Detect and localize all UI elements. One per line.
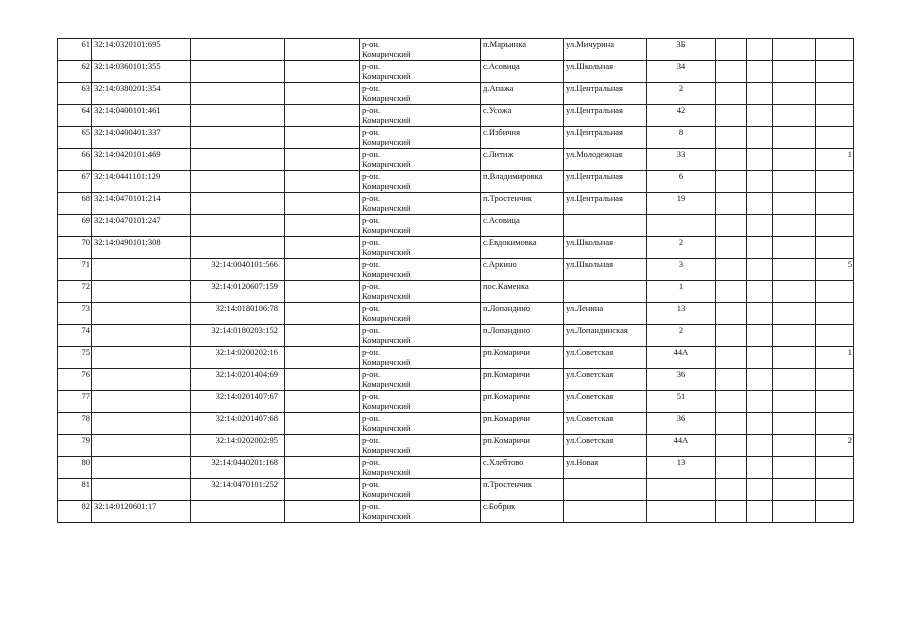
empty-cell [773, 303, 816, 325]
empty-cell [773, 325, 816, 347]
row-number-cell: 77 [58, 391, 92, 413]
house-number-cell: 6 [647, 171, 716, 193]
street-cell: ул.Молодежная [564, 149, 647, 171]
settlement-cell: п.Лопандино [481, 325, 564, 347]
house-number-cell: 3 [647, 259, 716, 281]
district-cell: р-он. Комаричский [360, 391, 481, 413]
empty-cell [285, 39, 360, 61]
settlement-cell: п.Тростенчик [481, 479, 564, 501]
table-row [58, 281, 854, 303]
cadastral-number-cell: 32:14:0470101:214 [92, 193, 191, 215]
empty-cell [773, 193, 816, 215]
house-number-cell: 33 [647, 149, 716, 171]
empty-cell [773, 215, 816, 237]
settlement-cell: пос.Каменка [481, 281, 564, 303]
settlement-cell: с.Евдокимовка [481, 237, 564, 259]
house-number-cell: 34 [647, 61, 716, 83]
settlement-cell: рп.Комаричи [481, 369, 564, 391]
cadastral-number-alt-cell: 32:14:0201407:67 [191, 391, 285, 413]
empty-cell [773, 39, 816, 61]
cadastral-number-alt-cell [191, 501, 285, 523]
cadastral-number-cell [92, 391, 191, 413]
empty-cell [285, 347, 360, 369]
cadastral-number-alt-cell [191, 105, 285, 127]
count-cell [816, 413, 854, 435]
table-row [58, 171, 854, 193]
empty-cell [773, 237, 816, 259]
district-cell: р-он. Комаричский [360, 259, 481, 281]
empty-cell [747, 237, 773, 259]
table-row [58, 39, 854, 61]
cadastral-number-alt-cell [191, 149, 285, 171]
empty-cell [285, 457, 360, 479]
district-cell: р-он. Комаричский [360, 413, 481, 435]
empty-cell [747, 83, 773, 105]
empty-cell [773, 391, 816, 413]
empty-cell [773, 457, 816, 479]
count-cell [816, 83, 854, 105]
street-cell: ул.Ленина [564, 303, 647, 325]
settlement-cell: с.Усожа [481, 105, 564, 127]
settlement-cell: п.Тростенчик [481, 193, 564, 215]
street-cell: ул.Советская [564, 413, 647, 435]
settlement-cell: с.Бобрик [481, 501, 564, 523]
count-cell [816, 281, 854, 303]
district-cell: р-он. Комаричский [360, 501, 481, 523]
street-cell: ул.Центральная [564, 105, 647, 127]
settlement-cell: рп.Комаричи [481, 435, 564, 457]
cadastral-number-cell: 32:14:0470101:247 [92, 215, 191, 237]
district-cell: р-он. Комаричский [360, 281, 481, 303]
table-row [58, 325, 854, 347]
cadastral-number-alt-cell: 32:14:0040101:566 [191, 259, 285, 281]
empty-cell [747, 303, 773, 325]
cadastral-number-alt-cell [191, 171, 285, 193]
empty-cell [716, 457, 747, 479]
empty-cell [773, 435, 816, 457]
district-cell: р-он. Комаричский [360, 83, 481, 105]
cadastral-number-alt-cell [191, 215, 285, 237]
empty-cell [773, 369, 816, 391]
empty-cell [716, 347, 747, 369]
empty-cell [773, 127, 816, 149]
empty-cell [285, 171, 360, 193]
cadastral-number-alt-cell: 32:14:0180106:78 [191, 303, 285, 325]
empty-cell [747, 457, 773, 479]
cadastral-number-cell: 32:14:0420101:469 [92, 149, 191, 171]
empty-cell [747, 215, 773, 237]
cadastral-number-cell [92, 347, 191, 369]
table-row [58, 501, 854, 523]
count-cell [816, 215, 854, 237]
settlement-cell: п.Марьинка [481, 39, 564, 61]
count-cell [816, 391, 854, 413]
empty-cell [285, 281, 360, 303]
settlement-cell: рп.Комаричи [481, 347, 564, 369]
cadastral-number-alt-cell: 32:14:0202002:95 [191, 435, 285, 457]
table-row [58, 413, 854, 435]
cadastral-number-alt-cell [191, 39, 285, 61]
empty-cell [747, 479, 773, 501]
empty-cell [716, 501, 747, 523]
cadastral-number-alt-cell [191, 237, 285, 259]
cadastral-number-alt-cell [191, 61, 285, 83]
empty-cell [716, 127, 747, 149]
empty-cell [747, 325, 773, 347]
row-number-cell: 69 [58, 215, 92, 237]
district-cell: р-он. Комаричский [360, 479, 481, 501]
count-cell [816, 127, 854, 149]
row-number-cell: 64 [58, 105, 92, 127]
empty-cell [747, 39, 773, 61]
empty-cell [747, 413, 773, 435]
empty-cell [773, 413, 816, 435]
cadastral-number-cell: 32:14:0400401:337 [92, 127, 191, 149]
empty-cell [285, 237, 360, 259]
district-cell: р-он. Комаричский [360, 347, 481, 369]
cadastral-number-cell [92, 479, 191, 501]
empty-cell [285, 83, 360, 105]
district-cell: р-он. Комаричский [360, 325, 481, 347]
street-cell [564, 501, 647, 523]
empty-cell [716, 105, 747, 127]
district-cell: р-он. Комаричский [360, 215, 481, 237]
row-number-cell: 63 [58, 83, 92, 105]
row-number-cell: 79 [58, 435, 92, 457]
empty-cell [747, 171, 773, 193]
district-cell: р-он. Комаричский [360, 39, 481, 61]
settlement-cell: с.Аркино [481, 259, 564, 281]
count-cell [816, 501, 854, 523]
empty-cell [773, 259, 816, 281]
street-cell: ул.Лопандинская [564, 325, 647, 347]
house-number-cell: 51 [647, 391, 716, 413]
cadastral-number-cell [92, 435, 191, 457]
count-cell [816, 369, 854, 391]
cadastral-number-cell: 32:14:0380201:354 [92, 83, 191, 105]
house-number-cell: 44А [647, 347, 716, 369]
cadastral-number-alt-cell: 32:14:0440201:168 [191, 457, 285, 479]
count-cell [816, 61, 854, 83]
street-cell: ул.Советская [564, 391, 647, 413]
district-cell: р-он. Комаричский [360, 435, 481, 457]
district-cell: р-он. Комаричский [360, 303, 481, 325]
district-cell: р-он. Комаричский [360, 149, 481, 171]
count-cell [816, 171, 854, 193]
house-number-cell: 1 [647, 281, 716, 303]
house-number-cell [647, 501, 716, 523]
house-number-cell: 42 [647, 105, 716, 127]
house-number-cell: 19 [647, 193, 716, 215]
table-row [58, 369, 854, 391]
empty-cell [773, 149, 816, 171]
empty-cell [773, 61, 816, 83]
district-cell: р-он. Комаричский [360, 237, 481, 259]
row-number-cell: 72 [58, 281, 92, 303]
empty-cell [773, 479, 816, 501]
row-number-cell: 76 [58, 369, 92, 391]
empty-cell [716, 325, 747, 347]
empty-cell [773, 171, 816, 193]
row-number-cell: 65 [58, 127, 92, 149]
empty-cell [773, 501, 816, 523]
settlement-cell: п.Владимировка [481, 171, 564, 193]
count-cell [816, 193, 854, 215]
empty-cell [285, 369, 360, 391]
street-cell: ул.Мичурина [564, 39, 647, 61]
empty-cell [716, 39, 747, 61]
empty-cell [747, 193, 773, 215]
table-body [58, 39, 854, 523]
row-number-cell: 62 [58, 61, 92, 83]
district-cell: р-он. Комаричский [360, 193, 481, 215]
empty-cell [716, 479, 747, 501]
house-number-cell: 44А [647, 435, 716, 457]
cadastral-number-cell: 32:14:0120601:17 [92, 501, 191, 523]
cadastral-number-alt-cell: 32:14:0200202:16 [191, 347, 285, 369]
count-cell: 5 [816, 259, 854, 281]
cadastral-number-cell [92, 259, 191, 281]
street-cell: ул.Центральная [564, 83, 647, 105]
empty-cell [285, 105, 360, 127]
table-row [58, 391, 854, 413]
row-number-cell: 70 [58, 237, 92, 259]
settlement-cell: с.Асовица [481, 215, 564, 237]
house-number-cell: 8 [647, 127, 716, 149]
district-cell: р-он. Комаричский [360, 369, 481, 391]
empty-cell [716, 435, 747, 457]
cadastral-number-alt-cell: 32:14:0120607:159 [191, 281, 285, 303]
house-number-cell: 13 [647, 457, 716, 479]
district-cell: р-он. Комаричский [360, 127, 481, 149]
count-cell [816, 237, 854, 259]
cadastral-number-alt-cell [191, 83, 285, 105]
street-cell: ул.Центральная [564, 127, 647, 149]
empty-cell [285, 435, 360, 457]
row-number-cell: 73 [58, 303, 92, 325]
house-number-cell: 13 [647, 303, 716, 325]
row-number-cell: 61 [58, 39, 92, 61]
table-row [58, 83, 854, 105]
cadastral-number-alt-cell [191, 127, 285, 149]
count-cell: 2 [816, 435, 854, 457]
empty-cell [747, 435, 773, 457]
cadastral-number-cell [92, 325, 191, 347]
street-cell: ул.Школьная [564, 259, 647, 281]
settlement-cell: с.Избичня [481, 127, 564, 149]
cadastral-number-alt-cell [191, 193, 285, 215]
house-number-cell: 2 [647, 237, 716, 259]
empty-cell [716, 259, 747, 281]
cadastral-number-alt-cell: 32:14:0201407:68 [191, 413, 285, 435]
table-row [58, 237, 854, 259]
settlement-cell: д.Апажа [481, 83, 564, 105]
row-number-cell: 66 [58, 149, 92, 171]
empty-cell [285, 501, 360, 523]
empty-cell [747, 501, 773, 523]
cadastral-number-alt-cell: 32:14:0201404:69 [191, 369, 285, 391]
district-cell: р-он. Комаричский [360, 61, 481, 83]
cadastral-number-cell [92, 457, 191, 479]
street-cell [564, 215, 647, 237]
cadastral-number-cell [92, 303, 191, 325]
street-cell: ул.Советская [564, 347, 647, 369]
cadastral-number-cell: 32:14:0360101:355 [92, 61, 191, 83]
empty-cell [747, 105, 773, 127]
table-row [58, 435, 854, 457]
empty-cell [716, 281, 747, 303]
street-cell: ул.Новая [564, 457, 647, 479]
count-cell: 1 [816, 149, 854, 171]
table-row [58, 61, 854, 83]
empty-cell [747, 347, 773, 369]
cadastral-number-cell: 32:14:0490101:308 [92, 237, 191, 259]
empty-cell [285, 479, 360, 501]
house-number-cell: 36 [647, 413, 716, 435]
empty-cell [285, 325, 360, 347]
empty-cell [716, 193, 747, 215]
empty-cell [747, 127, 773, 149]
settlement-cell: с.Литиж [481, 149, 564, 171]
street-cell [564, 281, 647, 303]
empty-cell [285, 259, 360, 281]
row-number-cell: 81 [58, 479, 92, 501]
count-cell [816, 479, 854, 501]
count-cell [816, 105, 854, 127]
street-cell: ул.Школьная [564, 237, 647, 259]
empty-cell [747, 369, 773, 391]
row-number-cell: 82 [58, 501, 92, 523]
cadastral-number-cell: 32:14:0441101:129 [92, 171, 191, 193]
table-row [58, 215, 854, 237]
empty-cell [285, 193, 360, 215]
cadastral-number-cell: 32:14:0320101:695 [92, 39, 191, 61]
house-number-cell: 36 [647, 369, 716, 391]
row-number-cell: 80 [58, 457, 92, 479]
empty-cell [747, 61, 773, 83]
house-number-cell: 3Б [647, 39, 716, 61]
street-cell [564, 479, 647, 501]
settlement-cell: рп.Комаричи [481, 391, 564, 413]
row-number-cell: 74 [58, 325, 92, 347]
empty-cell [747, 259, 773, 281]
street-cell: ул.Центральная [564, 193, 647, 215]
district-cell: р-он. Комаричский [360, 105, 481, 127]
empty-cell [285, 391, 360, 413]
empty-cell [285, 127, 360, 149]
table-row [58, 193, 854, 215]
table-row [58, 105, 854, 127]
row-number-cell: 78 [58, 413, 92, 435]
table-row [58, 127, 854, 149]
street-cell: ул.Школьная [564, 61, 647, 83]
empty-cell [716, 413, 747, 435]
cadastral-number-cell [92, 413, 191, 435]
empty-cell [773, 83, 816, 105]
empty-cell [716, 83, 747, 105]
empty-cell [747, 149, 773, 171]
row-number-cell: 75 [58, 347, 92, 369]
registry-table [57, 38, 854, 523]
house-number-cell [647, 479, 716, 501]
house-number-cell [647, 215, 716, 237]
count-cell [816, 39, 854, 61]
house-number-cell: 2 [647, 83, 716, 105]
empty-cell [716, 215, 747, 237]
empty-cell [716, 149, 747, 171]
row-number-cell: 67 [58, 171, 92, 193]
table-row [58, 347, 854, 369]
cadastral-number-cell [92, 369, 191, 391]
cadastral-number-alt-cell: 32:14:0180203:152 [191, 325, 285, 347]
empty-cell [716, 369, 747, 391]
settlement-cell: с.Асовица [481, 61, 564, 83]
table-row [58, 303, 854, 325]
street-cell: ул.Советская [564, 435, 647, 457]
street-cell: ул.Советская [564, 369, 647, 391]
settlement-cell: с.Хлебтово [481, 457, 564, 479]
empty-cell [716, 303, 747, 325]
table-row [58, 457, 854, 479]
settlement-cell: рп.Комаричи [481, 413, 564, 435]
count-cell [816, 303, 854, 325]
count-cell [816, 457, 854, 479]
count-cell [816, 325, 854, 347]
empty-cell [285, 215, 360, 237]
count-cell: 1 [816, 347, 854, 369]
empty-cell [716, 61, 747, 83]
cadastral-number-alt-cell: 32:14:0470101:252 [191, 479, 285, 501]
cadastral-number-cell: 32:14:0400101:461 [92, 105, 191, 127]
empty-cell [285, 413, 360, 435]
table-row [58, 149, 854, 171]
settlement-cell: п.Лопандино [481, 303, 564, 325]
district-cell: р-он. Комаричский [360, 457, 481, 479]
empty-cell [716, 237, 747, 259]
empty-cell [716, 171, 747, 193]
empty-cell [716, 391, 747, 413]
cadastral-number-cell [92, 281, 191, 303]
empty-cell [773, 281, 816, 303]
empty-cell [285, 149, 360, 171]
empty-cell [285, 303, 360, 325]
row-number-cell: 71 [58, 259, 92, 281]
table-row [58, 259, 854, 281]
empty-cell [747, 281, 773, 303]
row-number-cell: 68 [58, 193, 92, 215]
district-cell: р-он. Комаричский [360, 171, 481, 193]
street-cell: ул.Центральная [564, 171, 647, 193]
empty-cell [773, 105, 816, 127]
house-number-cell: 2 [647, 325, 716, 347]
table-row [58, 479, 854, 501]
empty-cell [773, 347, 816, 369]
empty-cell [747, 391, 773, 413]
empty-cell [285, 61, 360, 83]
